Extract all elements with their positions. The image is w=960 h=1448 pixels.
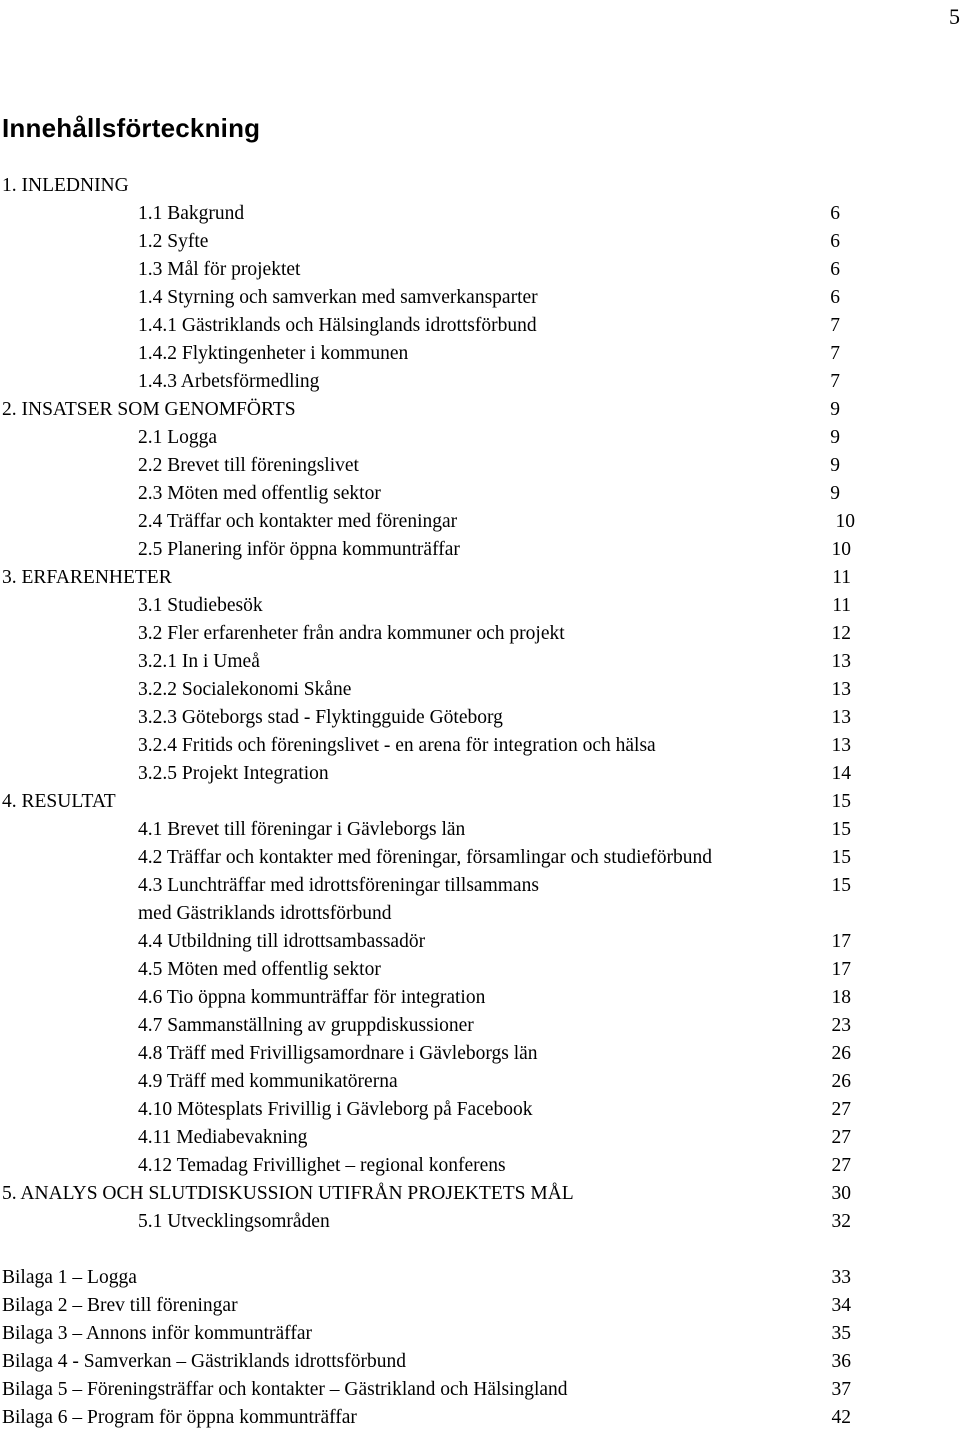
toc-entry-label: Bilaga 4 - Samverkan – Gästriklands idrottsförbund: [2, 1351, 407, 1372]
toc-entry: [0, 1096, 960, 1124]
toc-entry-page-number: 10: [831, 539, 851, 560]
toc-entry-label: med Gästriklands idrottsförbund: [138, 903, 392, 924]
toc-entry-label: Bilaga 2 – Brev till föreningar: [2, 1295, 238, 1316]
toc-entry-page-number: 26: [831, 1071, 851, 1092]
toc-entry-page-number: 33: [831, 1267, 851, 1288]
toc-entry-page-number: 6: [830, 287, 840, 308]
toc-entry-page-number: 26: [831, 1043, 851, 1064]
toc-entry: [0, 900, 960, 928]
toc-entry-label: 4. RESULTAT: [2, 791, 116, 812]
toc-entry-label: 1.2 Syfte: [138, 231, 209, 252]
toc-entry: [0, 284, 960, 312]
toc-entry: [0, 1292, 960, 1320]
toc-entry: [0, 340, 960, 368]
toc-entry-label: 2.4 Träffar och kontakter med föreningar: [138, 511, 458, 532]
toc-entry-page-number: 12: [831, 623, 851, 644]
toc-entry-label: 5.1 Utvecklingsområden: [138, 1211, 330, 1232]
toc-entry: [0, 872, 960, 900]
toc-entry-label: 1.4.1 Gästriklands och Hälsinglands idrottsförbund: [138, 315, 537, 336]
toc-entry-label: 2.5 Planering inför öppna kommunträffar: [138, 539, 460, 560]
toc-entry-page-number: 35: [831, 1323, 851, 1344]
toc-entry: [0, 956, 960, 984]
toc-entry: [0, 1376, 960, 1404]
toc-entry: [0, 1264, 960, 1292]
toc-entry: [0, 648, 960, 676]
toc-entry-label: Bilaga 6 – Program för öppna kommunträffar: [2, 1407, 357, 1428]
toc-entry: [0, 256, 960, 284]
toc-entry: [0, 928, 960, 956]
toc-entry-label: 3. ERFARENHETER: [2, 567, 172, 588]
toc-entry-label: 1.1 Bakgrund: [138, 203, 245, 224]
toc-entry: [0, 368, 960, 396]
toc-entry: [0, 536, 960, 564]
toc-entry-page-number: 15: [831, 791, 851, 812]
toc-entry: [0, 816, 960, 844]
toc-entry-label: 1.4.3 Arbetsförmedling: [138, 371, 320, 392]
toc-entry-page-number: 18: [831, 987, 851, 1008]
toc-entry-page-number: 17: [831, 959, 851, 980]
toc-entry-page-number: 13: [831, 651, 851, 672]
toc-entry: [0, 676, 960, 704]
toc-entry: [0, 1124, 960, 1152]
page-title: Innehållsförteckning: [2, 113, 261, 143]
toc-entry-page-number: 13: [831, 679, 851, 700]
toc-entry-label: 4.9 Träff med kommunikatörerna: [138, 1071, 398, 1092]
toc-entry-page-number: 42: [831, 1407, 851, 1428]
toc-entry-label: 2. INSATSER SOM GENOMFÖRTS: [2, 399, 296, 420]
toc-entry: [0, 508, 960, 536]
toc-entry-page-number: 13: [831, 707, 851, 728]
toc-entry: [0, 1040, 960, 1068]
toc-entry-page-number: 13: [831, 735, 851, 756]
toc-entry-page-number: 6: [830, 259, 840, 280]
toc-entry-label: 4.5 Möten med offentlig sektor: [138, 959, 381, 980]
toc-entry-label: 1.4 Styrning och samverkan med samverkansparter: [138, 287, 538, 308]
toc-entry-page-number: 23: [831, 1015, 851, 1036]
toc-entry: [0, 1404, 960, 1432]
toc-entry-label: 2.2 Brevet till föreningslivet: [138, 455, 359, 476]
toc-entry-page-number: 6: [830, 231, 840, 252]
toc-entry-label: 3.2.2 Socialekonomi Skåne: [138, 679, 352, 700]
toc-entry: [0, 760, 960, 788]
toc-entry-label: 4.11 Mediabevakning: [138, 1127, 308, 1148]
toc-entry: [0, 228, 960, 256]
toc-entry-label: 3.2 Fler erfarenheter från andra kommuner och projekt: [138, 623, 565, 644]
toc-entry-label: 4.12 Temadag Frivillighet – regional konferens: [138, 1155, 506, 1176]
toc-entry: [0, 1068, 960, 1096]
toc-entry: [0, 480, 960, 508]
toc-entry: [0, 200, 960, 228]
toc-entry-page-number: 15: [831, 847, 851, 868]
toc-entry: [0, 984, 960, 1012]
toc-entry-label: 1. INLEDNING: [2, 175, 129, 196]
toc-entry-page-number: 36: [831, 1351, 851, 1372]
toc-entry-page-number: 37: [831, 1379, 851, 1400]
toc-entry-label: 4.7 Sammanställning av gruppdiskussioner: [138, 1015, 474, 1036]
toc-entry-page-number: 6: [830, 203, 840, 224]
toc-entry-label: 4.3 Lunchträffar med idrottsföreningar tillsammans: [138, 875, 539, 896]
toc-entry-page-number: 11: [832, 567, 851, 588]
toc-entry-label: 5. ANALYS OCH SLUTDISKUSSION UTIFRÅN PROJEKTETS MÅL: [2, 1183, 574, 1204]
toc-entry: [0, 1348, 960, 1376]
toc-entry-page-number: 7: [830, 315, 840, 336]
toc-entry-page-number: 7: [830, 343, 840, 364]
toc-entry-label: 1.4.2 Flyktingenheter i kommunen: [138, 343, 409, 364]
toc-entry-label: 4.2 Träffar och kontakter med föreningar, församlingar och studieförbund: [138, 847, 712, 868]
toc-entry: [0, 844, 960, 872]
toc-entry: [0, 396, 960, 424]
toc-entry: [0, 620, 960, 648]
toc-entry-page-number: 11: [832, 595, 851, 616]
toc-entry-label: 3.2.4 Fritids och föreningslivet - en arena för integration och hälsa: [138, 735, 656, 756]
toc-entry-label: 2.1 Logga: [138, 427, 218, 448]
toc-entry: [0, 1152, 960, 1180]
toc-entry: [0, 732, 960, 760]
toc-entry: [0, 424, 960, 452]
toc-entry-label: 2.3 Möten med offentlig sektor: [138, 483, 381, 504]
toc-entry-label: 4.10 Mötesplats Frivillig i Gävleborg på Facebook: [138, 1099, 533, 1120]
toc-entry: [0, 592, 960, 620]
toc-entry-page-number: 32: [831, 1211, 851, 1232]
toc-entry-page-number: 15: [831, 819, 851, 840]
toc-entry-label: Bilaga 1 – Logga: [2, 1267, 137, 1288]
toc-entry-page-number: 10: [835, 511, 855, 532]
toc-entry-page-number: 27: [831, 1127, 851, 1148]
toc-entry-label: Bilaga 5 – Föreningsträffar och kontakter – Gästrikland och Hälsingland: [2, 1379, 568, 1400]
toc-entry: [0, 1320, 960, 1348]
toc-entry-label: 4.1 Brevet till föreningar i Gävleborgs län: [138, 819, 466, 840]
toc-entry-label: Bilaga 3 – Annons inför kommunträffar: [2, 1323, 312, 1344]
toc-entry-page-number: 9: [830, 427, 840, 448]
toc-entry-page-number: 34: [831, 1295, 851, 1316]
toc-entry-label: 3.1 Studiebesök: [138, 595, 263, 616]
toc-entry-page-number: 9: [830, 483, 840, 504]
toc-entry-label: 1.3 Mål för projektet: [138, 259, 301, 280]
toc-entry-page-number: 17: [831, 931, 851, 952]
toc-entry: [0, 564, 960, 592]
toc-entry-page-number: 27: [831, 1155, 851, 1176]
toc-entry-page-number: 27: [831, 1099, 851, 1120]
toc-entry-label: 4.4 Utbildning till idrottsambassadör: [138, 931, 426, 952]
page-number: 5: [949, 4, 960, 29]
toc-entry: [0, 452, 960, 480]
toc-entry-label: 4.8 Träff med Frivilligsamordnare i Gävleborgs län: [138, 1043, 538, 1064]
toc-entry-page-number: 15: [831, 875, 851, 896]
toc-entry: [0, 704, 960, 732]
toc-entry: [0, 172, 960, 200]
toc-entry-page-number: 9: [830, 399, 840, 420]
toc-entry-label: 3.2.5 Projekt Integration: [138, 763, 329, 784]
toc-entry-label: 4.6 Tio öppna kommunträffar för integration: [138, 987, 486, 1008]
toc-entry-page-number: 14: [831, 763, 851, 784]
toc-entry: [0, 788, 960, 816]
toc-entry: [0, 1208, 960, 1236]
toc-entry: [0, 1012, 960, 1040]
toc-entry: [0, 312, 960, 340]
toc-entry-label: 3.2.3 Göteborgs stad - Flyktingguide Göteborg: [138, 707, 503, 728]
toc-entry-label: 3.2.1 In i Umeå: [138, 651, 260, 672]
toc-entry-page-number: 7: [830, 371, 840, 392]
toc-entry-page-number: 9: [830, 455, 840, 476]
toc-entry: [0, 1180, 960, 1208]
toc-entry-page-number: 30: [831, 1183, 851, 1204]
